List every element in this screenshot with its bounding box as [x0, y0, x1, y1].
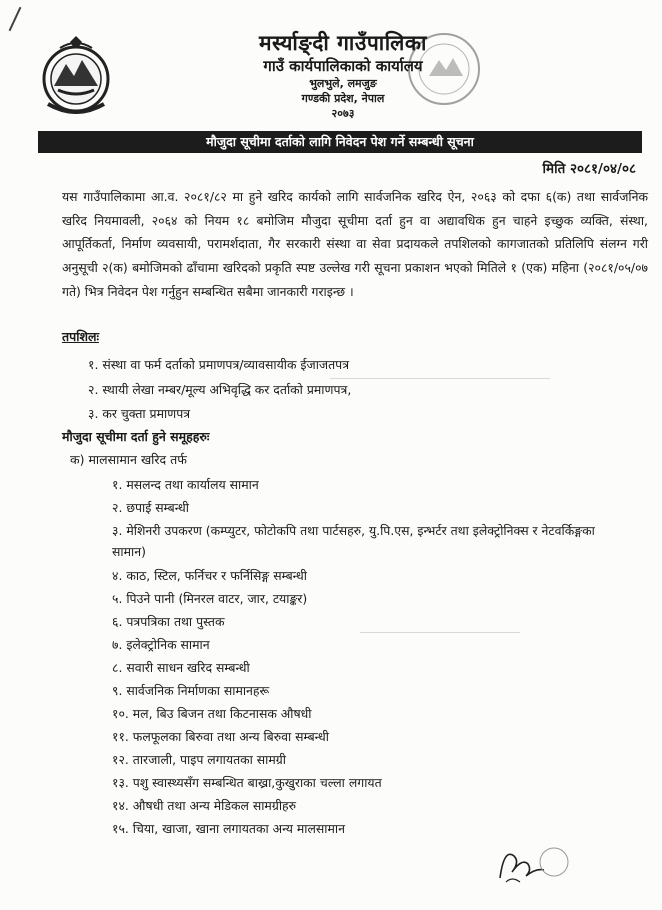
list-item: १०. मल, बिउ बिजन तथा किटनासक औषधी: [112, 706, 312, 721]
list-item: २. छपाई सम्बन्धी: [112, 500, 190, 515]
notice-body: यस गाउँपालिकामा आ.व. २०८१/८२ मा हुने खरिद कार्यको लागि सार्वजनिक खरिद ऐन, २०६३ को दफा ६(क) तथा सार्वजनिक खरिद नियमावली, २०६४ को नियम १८ बमोजिम मौजुदा सूचीमा दर्ता हुन वा अद्यावधिक हुन चाहने इच्छुक व्यक्ति, संस्था, आपूर्तिकर्ता, निर्माण व्यवसायी, परामर्शदाता, गैर सरकारी संस्था वा सेवा प्रदायकले तपशिलको कागजातको प्रतिलिपि संलग्न गरी अनुसूची २(क) बमोजिमको ढाँचामा खरिदको प्रकृति स्पष्ट उल्लेख गरी सूचना प्रकाशन भएको मितिले १ (एक) महिना (२०८१/०५/०७ गते) भित्र निवेदन पेश गर्नुहुन सम्बन्धित सबैमा जानकारी गराइन्छ ।: [62, 189, 648, 299]
notice-date: मिति २०८१/०४/०८: [542, 161, 636, 177]
office-name: गाउँ कार्यपालिकाको कार्यालय: [263, 57, 423, 75]
required-documents-list: [88, 353, 351, 427]
goods-procurement-heading: क) मालसामान खरिद तर्फ: [70, 452, 187, 467]
show-through-line: [330, 378, 550, 379]
location: भुलभुले, लमजुङ: [309, 77, 377, 90]
list-item: ९. सार्वजनिक निर्माणका सामानहरू: [112, 683, 270, 698]
list-item: ८. सवारी साधन खरिद सम्बन्धी: [112, 660, 250, 675]
province: गण्डकी प्रदेश, नेपाल: [301, 92, 385, 105]
list-item: १५. चिया, खाजा, खाना लगायतका अन्य मालसामान: [112, 821, 345, 836]
goods-groups-list: [112, 473, 632, 840]
show-through-line: [360, 632, 520, 633]
groups-heading: मौजुदा सूचीमा दर्ता हुने समूहहरुः: [62, 429, 210, 444]
list-item: २. स्थायी लेखा नम्बर/मूल्य अभिवृद्धि कर दर्ताको प्रमाणपत्र,: [88, 381, 352, 397]
established-year: २०७३: [331, 107, 355, 120]
list-item: ३. मेशिनरी उपकरण (कम्प्युटर, फोटोकपि तथा पार्टसहरु, यु.पि.एस, इन्भर्टर तथा इलेक्ट्रोनिक्स र नेटवर्किङ्गका सामान): [112, 523, 595, 559]
list-item: ७. इलेक्ट्रोनिक सामान: [112, 637, 210, 652]
organization-name: मर्स्याङ्दी गाउँपालिका: [258, 31, 427, 55]
list-item: १. मसलन्द तथा कार्यालय सामान: [112, 477, 259, 492]
list-item: ३. कर चुक्ता प्रमाणपत्र: [88, 406, 191, 421]
list-item: ११. फलफूलका बिरुवा तथा अन्य बिरुवा सम्बन्धी: [112, 729, 329, 744]
notice-title: मौजुदा सूचीमा दर्ताको लागि निवेदन पेश गर्ने सम्बन्धी सूचना: [38, 131, 642, 153]
list-item: १२. तारजाली, पाइप लगायतका सामग्री: [112, 752, 286, 767]
list-item: ४. काठ, स्टिल, फर्निचर र फर्निसिङ्ग सम्बन्धी: [112, 568, 307, 583]
letterhead: [0, 30, 662, 121]
pen-mark: [9, 7, 22, 31]
list-item: ६. पत्रपत्रिका तथा पुस्तक: [112, 614, 225, 629]
list-item: १४. औषधी तथा अन्य मेडिकल सामग्रीहरु: [112, 798, 297, 813]
signature-icon: [492, 838, 572, 890]
list-item: १३. पशु स्वास्थ्यसँग सम्बन्धित बाख्रा,कुखुराका चल्ला लगायत: [112, 775, 382, 790]
tapshil-heading: तपशिलः: [62, 329, 99, 344]
list-item: १. संस्था वा फर्म दर्ताको प्रमाणपत्र/व्यावसायीक ईजाजतपत्र: [88, 357, 350, 372]
list-item: ५. पिउने पानी (मिनरल वाटर, जार, टयाङ्कर): [112, 591, 308, 606]
